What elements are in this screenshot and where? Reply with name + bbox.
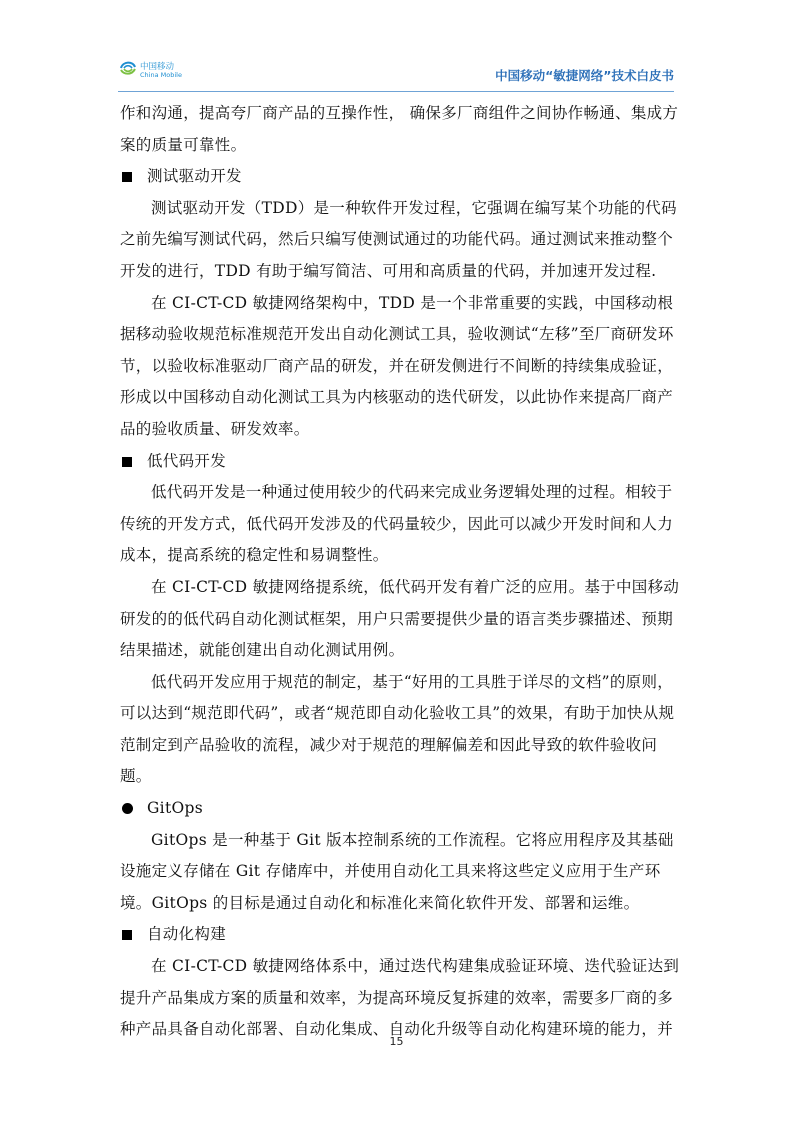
section-heading-gitops bbox=[120, 793, 680, 825]
china-mobile-logo-icon bbox=[118, 58, 138, 78]
section-heading-text: 自动化构建 bbox=[147, 925, 227, 944]
section-heading-lowcode bbox=[120, 446, 680, 478]
logo-en-text: China Mobile bbox=[140, 71, 182, 79]
paragraph-tdd-practice: 在 CI-CT-CD 敏捷网络架构中，TDD 是一个非常重要的实践，中国移动根据移动验收规范标准规范开发出自动化测试工具，验收测试“左移”至厂商研发环节，以验收标准驱动厂商产品的研发，并在研发侧进行不间断的持续集成验证，形成以中国移动自动化测试工具为内核驱动的迭代研发，以此协作来提高厂商产品的验收质量、研发效率。 bbox=[120, 293, 674, 438]
round-bullet-icon bbox=[122, 803, 133, 814]
section-heading-text: 测试驱动开发 bbox=[147, 167, 242, 186]
paragraph-autobuild: 在 CI-CT-CD 敏捷网络体系中，通过迭代构建集成验证环境、迭代验证达到提升产品集成方案的质量和效率，为提高环境反复拆建的效率，需要多厂商的多种产品具备自动化部署、自动化集成、自动化升级等自动化构建环境的能力，并 bbox=[120, 957, 680, 1039]
square-bullet-icon bbox=[122, 172, 132, 182]
square-bullet-icon bbox=[122, 457, 132, 467]
page-header bbox=[118, 54, 674, 94]
china-mobile-logo bbox=[118, 58, 188, 84]
square-bullet-icon bbox=[122, 930, 132, 940]
section-heading-tdd bbox=[120, 161, 680, 193]
paragraph-tdd-definition: 测试驱动开发（TDD）是一种软件开发过程，它强调在编写某个功能的代码之前先编写测试代码，然后只编写使测试通过的功能代码。通过测试来推动整个开发的进行，TDD 有助于编写简洁、可用和高质量的代码，并加速开发过程. bbox=[120, 198, 677, 280]
section-heading-text: GitOps bbox=[147, 799, 203, 818]
paragraph-lowcode-application: 在 CI-CT-CD 敏捷网络提系统，低代码开发有着广泛的应用。基于中国移动研发的的低代码自动化测试框架，用户只需要提供少量的语言类步骤描述、预期结果描述，就能创建出自动化测试用例。 bbox=[120, 577, 680, 660]
header-rule bbox=[118, 91, 674, 92]
paragraph-lowcode-definition: 低代码开发是一种通过使用较少的代码来完成业务逻辑处理的过程。相较于传统的开发方式，低代码开发涉及的代码量较少，因此可以减少开发时间和人力成本，提高系统的稳定性和易调整性。 bbox=[120, 483, 674, 565]
page-number: 15 bbox=[389, 1035, 404, 1048]
section-heading-autobuild bbox=[120, 919, 680, 951]
paragraph-gitops-definition: GitOps 是一种基于 Git 版本控制系统的工作流程。它将应用程序及其基础设施定义存储在 Git 存储库中，并使用自动化工具来将这些定义应用于生产环境。GitOps 的目标是通过自动化和标准化来简化软件开发、部署和运维。 bbox=[120, 830, 674, 912]
logo-cn-text: 中国移动 bbox=[140, 62, 175, 72]
document-body bbox=[120, 98, 680, 1046]
paragraph-continuation: 作和沟通，提高夸厂商产品的互操作性， 确保多厂商组件之间协作畅通、集成方案的质量可靠性。 bbox=[120, 104, 679, 154]
document-title: 中国移动“敏捷网络”技术白皮书 bbox=[495, 68, 674, 83]
section-heading-text: 低代码开发 bbox=[147, 451, 227, 470]
paragraph-lowcode-spec: 低代码开发应用于规范的制定，基于“好用的工具胜于详尽的文档”的原则，可以达到“规范即代码”，或者“规范即自动化验收工具”的效果，有助于加快从规范制定到产品验收的流程，减少对于规范的理解偏差和因此导致的软件验收问题。 bbox=[120, 672, 675, 786]
